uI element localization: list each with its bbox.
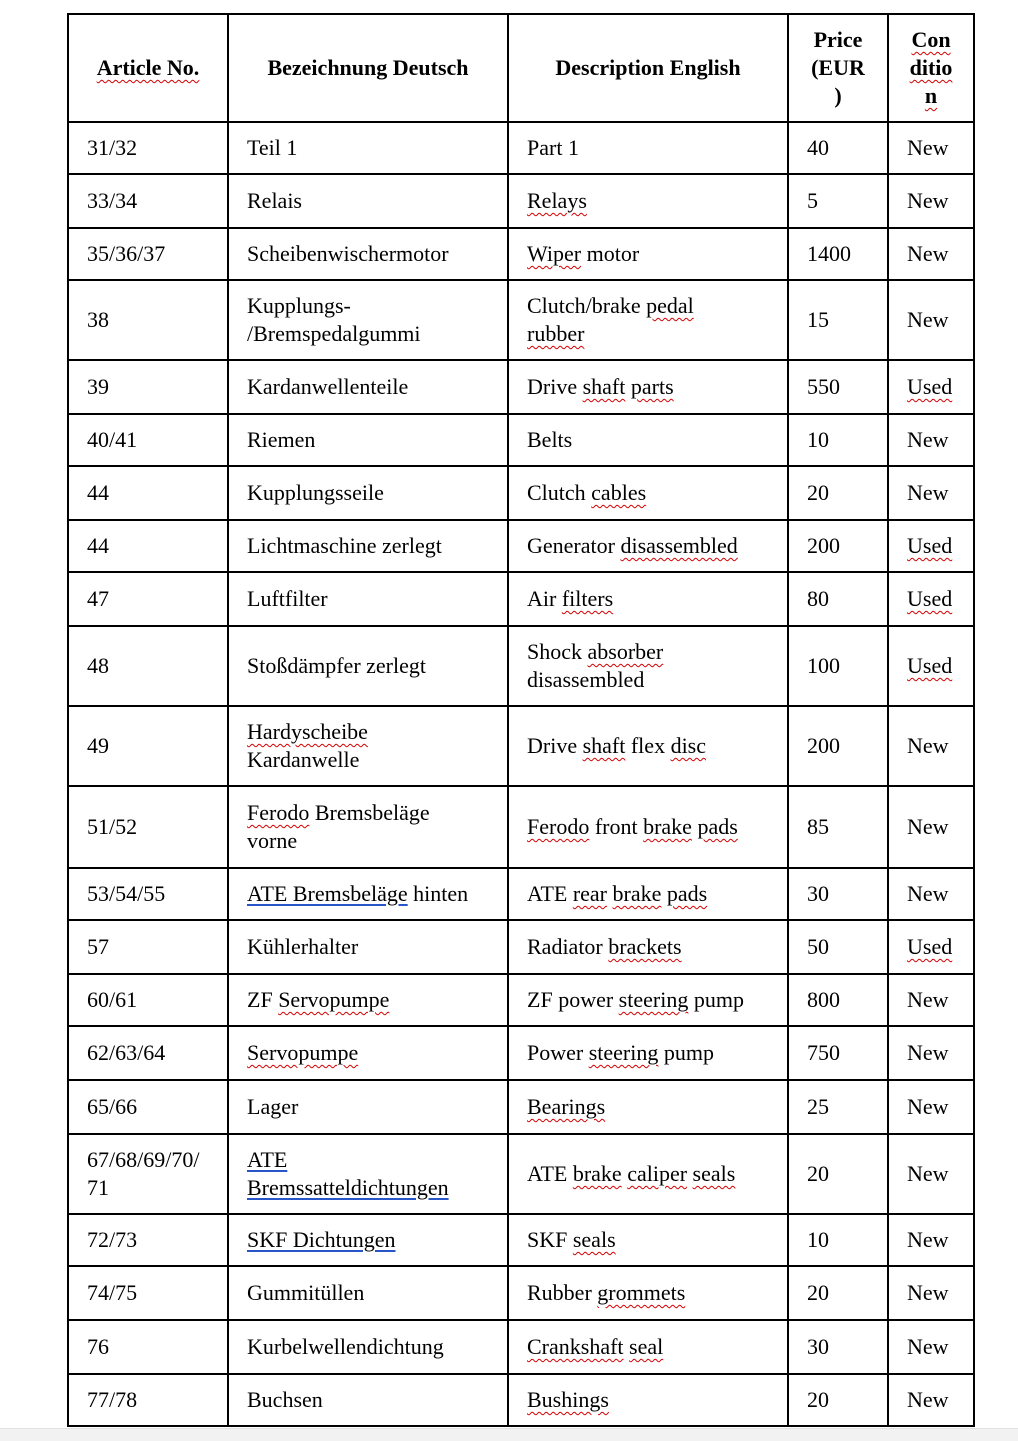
cell-line: 38 (87, 307, 109, 332)
cell-line: 57 (87, 934, 109, 959)
table-row (68, 1080, 974, 1134)
cell-line: Power steering pump (527, 1040, 714, 1065)
condition-text: New (907, 1227, 949, 1252)
cell-line: SKF Dichtungen (247, 1227, 396, 1252)
cell-english-description (508, 626, 788, 706)
cell-price: 20 (788, 466, 888, 520)
cell-price: 85 (788, 786, 888, 868)
cell-price: 200 (788, 520, 888, 572)
cell-line: 60/61 (87, 987, 138, 1012)
table-row (68, 626, 974, 706)
cell-line: 35/36/37 (87, 241, 166, 266)
cell-line: Belts (527, 427, 573, 452)
table-row (68, 1266, 974, 1320)
condition-text: Used (907, 934, 953, 959)
cell-english-description (508, 228, 788, 280)
table-row (68, 466, 974, 520)
cell-line: 31/32 (87, 135, 138, 160)
cell-line: ZF power steering pump (527, 987, 744, 1012)
table-row (68, 1320, 974, 1374)
cell-price: 1400 (788, 228, 888, 280)
cell-condition (888, 414, 974, 466)
cell-english-description (508, 1080, 788, 1134)
cell-line: 67/68/69/70/ (87, 1147, 200, 1172)
cell-article-no (68, 122, 228, 174)
cell-english-description (508, 1214, 788, 1266)
header-condition-line: n (924, 83, 938, 108)
cell-english-description (508, 360, 788, 414)
condition-text: New (907, 1094, 949, 1119)
condition-text: New (907, 135, 949, 160)
cell-price: 200 (788, 706, 888, 786)
cell-line: 44 (87, 533, 109, 558)
cell-article-no (68, 786, 228, 868)
cell-german-description (228, 228, 508, 280)
cell-price: 750 (788, 1026, 888, 1080)
cell-price: 80 (788, 572, 888, 626)
cell-price: 100 (788, 626, 888, 706)
header-price-line: (EUR (811, 55, 865, 80)
condition-text: New (907, 241, 949, 266)
cell-line: Kardanwelle (247, 747, 360, 772)
cell-german-description (228, 786, 508, 868)
table-row (68, 520, 974, 572)
page-bottom-edge (0, 1428, 1018, 1441)
cell-german-description (228, 1026, 508, 1080)
cell-condition (888, 1266, 974, 1320)
cell-line: Wiper motor (527, 241, 640, 266)
cell-condition (888, 786, 974, 868)
cell-german-description (228, 868, 508, 920)
condition-text: New (907, 1280, 949, 1305)
cell-condition (888, 1214, 974, 1266)
cell-line: disassembled (527, 667, 645, 692)
cell-line: Buchsen (247, 1387, 323, 1412)
table-row (68, 706, 974, 786)
cell-german-description (228, 1320, 508, 1374)
cell-line: ATE brake caliper seals (527, 1161, 736, 1186)
cell-line: Ferodo Bremsbeläge (247, 800, 430, 825)
cell-article-no (68, 1080, 228, 1134)
table-row (68, 122, 974, 174)
cell-article-no (68, 520, 228, 572)
cell-condition (888, 466, 974, 520)
header-condition (888, 14, 974, 122)
cell-line: Shock absorber (527, 639, 664, 664)
cell-line: Relais (247, 188, 302, 213)
cell-line: ZF Servopumpe (247, 987, 390, 1012)
cell-price: 30 (788, 868, 888, 920)
header-price-line: ) (834, 83, 842, 108)
cell-article-no (68, 414, 228, 466)
cell-line: Drive shaft parts (527, 374, 674, 399)
cell-condition (888, 1320, 974, 1374)
cell-condition (888, 228, 974, 280)
cell-condition (888, 868, 974, 920)
cell-line: Ferodo front brake pads (527, 814, 738, 839)
cell-condition (888, 360, 974, 414)
cell-german-description (228, 520, 508, 572)
cell-german-description (228, 1266, 508, 1320)
table-row (68, 1134, 974, 1214)
cell-line: Bushings (527, 1387, 609, 1412)
cell-line: 65/66 (87, 1094, 138, 1119)
cell-price: 10 (788, 414, 888, 466)
table-row (68, 920, 974, 974)
cell-article-no (68, 228, 228, 280)
cell-price: 20 (788, 1374, 888, 1426)
cell-condition (888, 280, 974, 360)
cell-article-no (68, 466, 228, 520)
cell-line: 40/41 (87, 427, 138, 452)
cell-english-description (508, 280, 788, 360)
cell-price: 20 (788, 1134, 888, 1214)
cell-article-no (68, 1134, 228, 1214)
cell-line: vorne (247, 828, 298, 853)
cell-line: rubber (527, 321, 585, 346)
condition-text: New (907, 987, 949, 1012)
cell-line: Relays (527, 188, 587, 213)
cell-german-description (228, 706, 508, 786)
cell-article-no (68, 572, 228, 626)
cell-german-description (228, 572, 508, 626)
cell-english-description (508, 1374, 788, 1426)
condition-text: Used (907, 533, 953, 558)
table-row (68, 360, 974, 414)
cell-condition (888, 572, 974, 626)
cell-price: 550 (788, 360, 888, 414)
cell-line: 53/54/55 (87, 881, 166, 906)
cell-article-no (68, 868, 228, 920)
condition-text: Used (907, 374, 953, 399)
cell-german-description (228, 360, 508, 414)
cell-german-description (228, 466, 508, 520)
cell-line: Lichtmaschine zerlegt (247, 533, 442, 558)
cell-german-description (228, 174, 508, 228)
cell-english-description (508, 786, 788, 868)
cell-line: ATE (247, 1147, 288, 1172)
cell-line: Servopumpe (247, 1040, 359, 1065)
table-row (68, 414, 974, 466)
cell-german-description (228, 280, 508, 360)
cell-line: Radiator brackets (527, 934, 682, 959)
table-row (68, 1026, 974, 1080)
cell-price: 25 (788, 1080, 888, 1134)
cell-article-no (68, 1320, 228, 1374)
cell-article-no (68, 706, 228, 786)
cell-condition (888, 626, 974, 706)
cell-german-description (228, 974, 508, 1026)
cell-price: 30 (788, 1320, 888, 1374)
cell-german-description (228, 1080, 508, 1134)
cell-condition (888, 1080, 974, 1134)
cell-line: Teil 1 (247, 135, 298, 160)
cell-line: 71 (87, 1175, 109, 1200)
cell-line: 39 (87, 374, 109, 399)
cell-line: /Bremspedalgummi (247, 321, 421, 346)
cell-line: ATE rear brake pads (527, 881, 708, 906)
table-row (68, 280, 974, 360)
cell-line: Air filters (527, 586, 614, 611)
cell-german-description (228, 122, 508, 174)
condition-text: New (907, 480, 949, 505)
cell-article-no (68, 1026, 228, 1080)
cell-german-description (228, 920, 508, 974)
condition-text: New (907, 814, 949, 839)
cell-line: Kühlerhalter (247, 934, 359, 959)
cell-price: 5 (788, 174, 888, 228)
condition-text: Used (907, 653, 953, 678)
cell-german-description (228, 1134, 508, 1214)
cell-condition (888, 920, 974, 974)
header-price-line: Price (813, 27, 863, 52)
cell-line: Part 1 (527, 135, 579, 160)
cell-line: Gummitüllen (247, 1280, 365, 1305)
cell-line: 72/73 (87, 1227, 138, 1252)
table-row (68, 572, 974, 626)
cell-line: Generator disassembled (527, 533, 738, 558)
cell-german-description (228, 1374, 508, 1426)
condition-text: New (907, 1161, 949, 1186)
cell-condition (888, 974, 974, 1026)
cell-line: Kupplungsseile (247, 480, 384, 505)
cell-article-no (68, 974, 228, 1026)
cell-line: Clutch/brake pedal (527, 293, 694, 318)
condition-text: New (907, 427, 949, 452)
cell-english-description (508, 174, 788, 228)
cell-article-no (68, 360, 228, 414)
cell-line: 77/78 (87, 1387, 138, 1412)
cell-price: 800 (788, 974, 888, 1026)
cell-condition (888, 174, 974, 228)
cell-line: Hardyscheibe (247, 719, 368, 744)
cell-article-no (68, 920, 228, 974)
cell-line: Luftfilter (247, 586, 328, 611)
cell-german-description (228, 1214, 508, 1266)
cell-price: 40 (788, 122, 888, 174)
cell-english-description (508, 1026, 788, 1080)
cell-english-description (508, 974, 788, 1026)
cell-line: 33/34 (87, 188, 138, 213)
cell-english-description (508, 1320, 788, 1374)
header-row (68, 14, 974, 122)
cell-condition (888, 1026, 974, 1080)
header-price (788, 14, 888, 122)
condition-text: New (907, 307, 949, 332)
cell-article-no (68, 1266, 228, 1320)
header-german-description: Bezeichnung Deutsch (228, 14, 508, 122)
cell-article-no (68, 626, 228, 706)
cell-line: Stoßdämpfer zerlegt (247, 653, 427, 678)
cell-line: Kupplungs- (247, 293, 351, 318)
table-row (68, 174, 974, 228)
cell-line: ATE Bremsbeläge hinten (247, 881, 469, 906)
cell-line: Rubber grommets (527, 1280, 686, 1305)
table-row (68, 868, 974, 920)
cell-line: Scheibenwischermotor (247, 241, 449, 266)
cell-line: Kurbelwellendichtung (247, 1334, 444, 1359)
cell-line: Clutch cables (527, 480, 647, 505)
cell-english-description (508, 1266, 788, 1320)
cell-condition (888, 1134, 974, 1214)
cell-price: 20 (788, 1266, 888, 1320)
cell-line: 74/75 (87, 1280, 138, 1305)
cell-line: SKF seals (527, 1227, 616, 1252)
cell-line: 44 (87, 480, 109, 505)
header-article-no: Article No. (68, 14, 228, 122)
cell-line: 47 (87, 586, 109, 611)
table-row (68, 228, 974, 280)
cell-price: 50 (788, 920, 888, 974)
cell-line: Crankshaft seal (527, 1334, 664, 1359)
cell-english-description (508, 920, 788, 974)
cell-price: 10 (788, 1214, 888, 1266)
cell-line: Riemen (247, 427, 316, 452)
cell-english-description (508, 520, 788, 572)
table-row (68, 786, 974, 868)
condition-text: New (907, 1334, 949, 1359)
cell-line: 51/52 (87, 814, 138, 839)
condition-text: New (907, 881, 949, 906)
cell-condition (888, 520, 974, 572)
cell-german-description (228, 414, 508, 466)
table-body (68, 122, 974, 1426)
cell-price: 15 (788, 280, 888, 360)
cell-english-description (508, 868, 788, 920)
cell-english-description (508, 414, 788, 466)
cell-article-no (68, 1214, 228, 1266)
cell-english-description (508, 706, 788, 786)
cell-line: Lager (247, 1094, 299, 1119)
table-row (68, 1374, 974, 1426)
cell-english-description (508, 466, 788, 520)
cell-line: Kardanwellenteile (247, 374, 409, 399)
header-english-description: Description English (508, 14, 788, 122)
cell-condition (888, 122, 974, 174)
cell-condition (888, 706, 974, 786)
table-row (68, 974, 974, 1026)
cell-german-description (228, 626, 508, 706)
cell-line: 49 (87, 733, 109, 758)
parts-price-table (67, 13, 975, 1427)
cell-article-no (68, 1374, 228, 1426)
cell-line: Bremssatteldichtungen (247, 1175, 449, 1200)
cell-line: Bearings (527, 1094, 606, 1119)
cell-english-description (508, 122, 788, 174)
header-condition-line: ditio (909, 55, 953, 80)
header-condition-line: Con (911, 27, 951, 52)
cell-line: 48 (87, 653, 109, 678)
condition-text: New (907, 1387, 949, 1412)
cell-line: Drive shaft flex disc (527, 733, 707, 758)
cell-article-no (68, 280, 228, 360)
cell-article-no (68, 174, 228, 228)
condition-text: Used (907, 586, 953, 611)
cell-english-description (508, 1134, 788, 1214)
cell-line: 62/63/64 (87, 1040, 166, 1065)
cell-condition (888, 1374, 974, 1426)
cell-english-description (508, 572, 788, 626)
condition-text: New (907, 733, 949, 758)
condition-text: New (907, 1040, 949, 1065)
cell-line: 76 (87, 1334, 109, 1359)
table-row (68, 1214, 974, 1266)
condition-text: New (907, 188, 949, 213)
